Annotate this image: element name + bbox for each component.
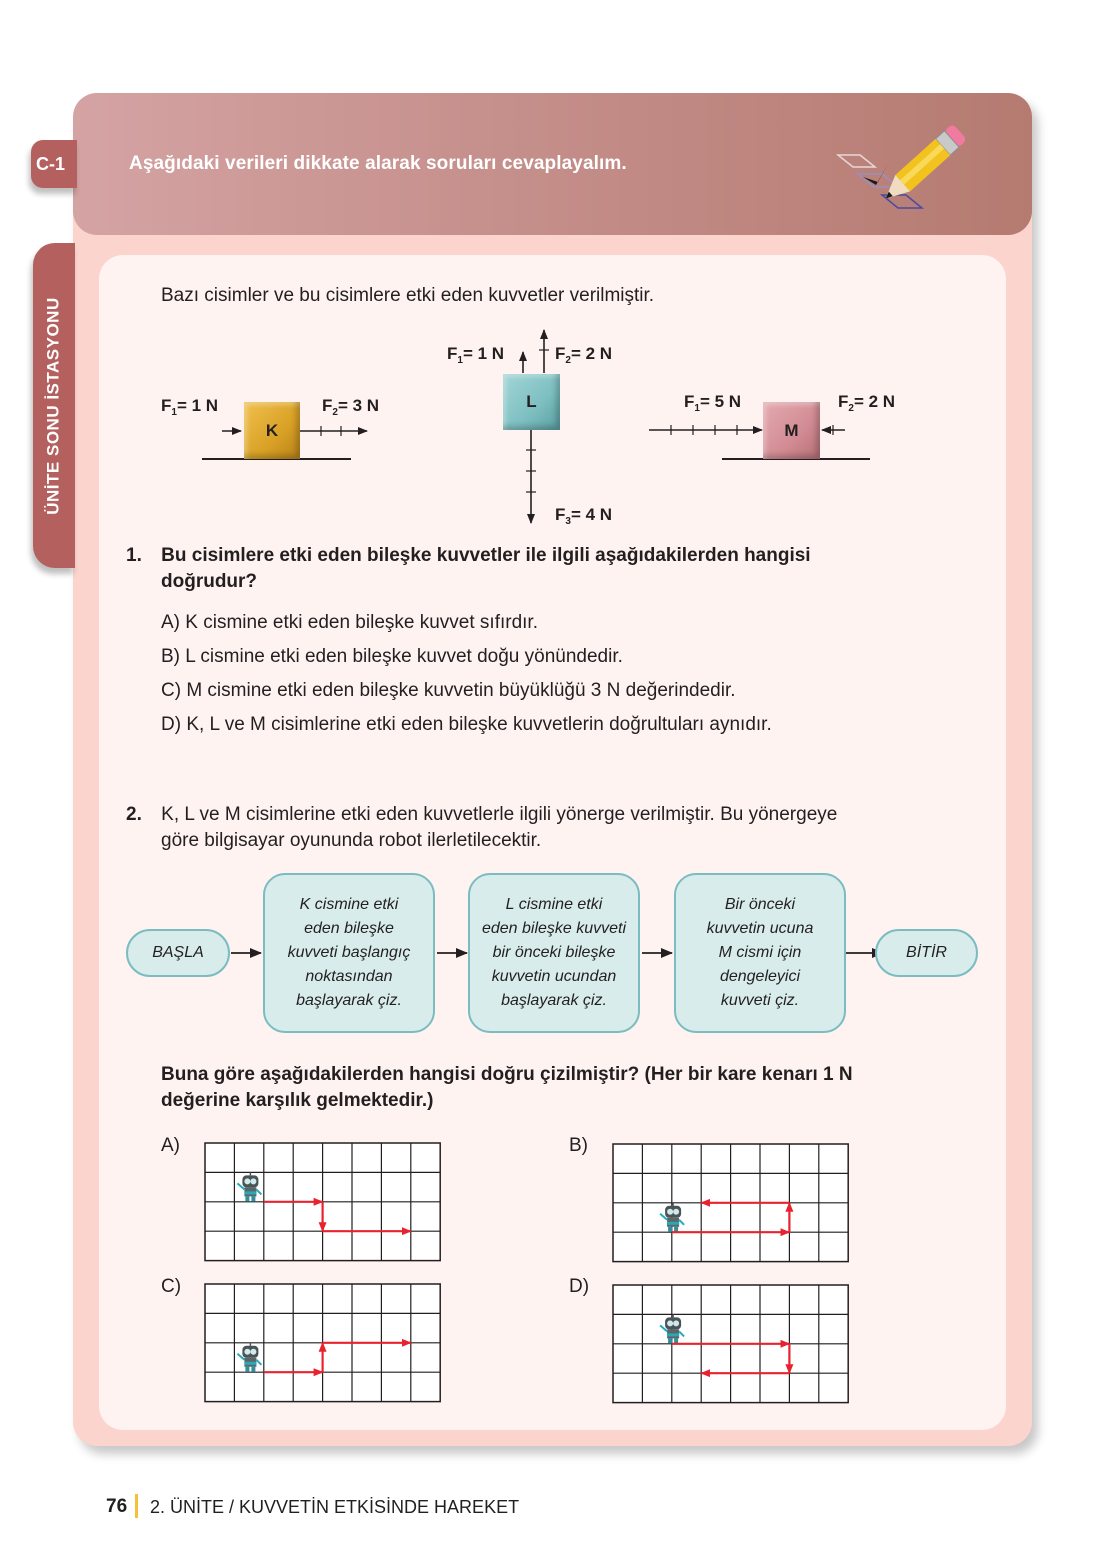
intro-text: Bazı cisimler ve bu cisimlere etki eden kuvvetler verilmiştir. xyxy=(161,285,655,306)
choice-d-grid[interactable] xyxy=(612,1284,850,1404)
choice-b-grid[interactable] xyxy=(612,1143,850,1263)
q1-option-d[interactable]: D) K, L ve M cisimlerine etki eden bileşke kuvvetlerin doğrultuları aynıdır. xyxy=(161,714,772,735)
flowchart-start: BAŞLA xyxy=(126,929,230,977)
force-label-m-f2: $F_2= 2$ N xyxy=(838,392,896,414)
force-label-k-f2: $F_2= 3$ N xyxy=(322,396,380,418)
choice-a-label[interactable]: A) xyxy=(161,1135,180,1156)
question-2: 2. K, L ve M cisimlerine etki eden kuvvetlerle ilgili yönerge verilmiştir. Bu yönergeye göre bilgisayar oyununda robot ilerletilecektir. xyxy=(126,804,838,851)
force-label-l-f1: $F_1= 1$ N xyxy=(447,344,505,366)
activity-tab-label: C-1 xyxy=(36,154,66,174)
question-1: 1. Bu cisimlere etki eden bileşke kuvvetler ile ilgili aşağıdakilerden hangisi doğrudur? xyxy=(126,545,811,592)
footer-separator xyxy=(135,1494,138,1518)
pencil-checklist-icon xyxy=(830,112,1000,222)
choice-c-grid[interactable] xyxy=(204,1283,442,1403)
q1-option-c[interactable]: C) M cismine etki eden bileşke kuvvetin büyüklüğü 3 N değerindedir. xyxy=(161,680,736,701)
force-label-l-f2: $F_2= 2$ N xyxy=(555,344,613,366)
side-tab-label: ÜNİTE SONU İSTASYONU xyxy=(44,296,64,515)
flowchart-step-3: Bir önceki kuvvetin ucuna M cismi için dengeleyici kuvveti çiz. xyxy=(674,873,846,1033)
question-2-prompt: Buna göre aşağıdakilerden hangisi doğru çizilmiştir? (Her bir kare kenarı 1 N değerine karşılık gelmektedir.) xyxy=(161,1064,853,1111)
force-label-m-f1: $F_1= 5$ N xyxy=(684,392,742,414)
flowchart-step-1: K cismine etki eden bileşke kuvveti başlangıç noktasından başlayarak çiz. xyxy=(263,873,435,1033)
flowchart-step-2: L cismine etki eden bileşke kuvveti bir önceki bileşke kuvvetin ucundan başlayarak çiz. xyxy=(468,873,640,1033)
force-label-k-f1: $F_1= 1$ N xyxy=(161,396,219,418)
choice-b-label[interactable]: B) xyxy=(569,1135,588,1156)
page-number: 76 xyxy=(106,1496,128,1517)
q1-option-a[interactable]: A) K cismine etki eden bileşke kuvvet sıfırdır. xyxy=(161,612,538,633)
object-k: K xyxy=(244,402,300,459)
choice-c-label[interactable]: C) xyxy=(161,1276,182,1297)
footer-section-title: 2. ÜNİTE / KUVVETİN ETKİSİNDE HAREKET xyxy=(150,1497,520,1517)
object-l: L xyxy=(503,374,560,430)
choice-a-grid[interactable] xyxy=(204,1142,442,1262)
object-m: M xyxy=(763,402,820,459)
choice-d-label[interactable]: D) xyxy=(569,1276,590,1297)
header-title: Aşağıdaki verileri dikkate alarak soruları cevaplayalım. xyxy=(129,153,627,174)
flowchart-end: BİTİR xyxy=(875,929,978,977)
q1-option-b[interactable]: B) L cismine etki eden bileşke kuvvet doğu yönündedir. xyxy=(161,646,623,667)
force-label-l-f3: $F_3= 4$ N xyxy=(555,505,613,527)
